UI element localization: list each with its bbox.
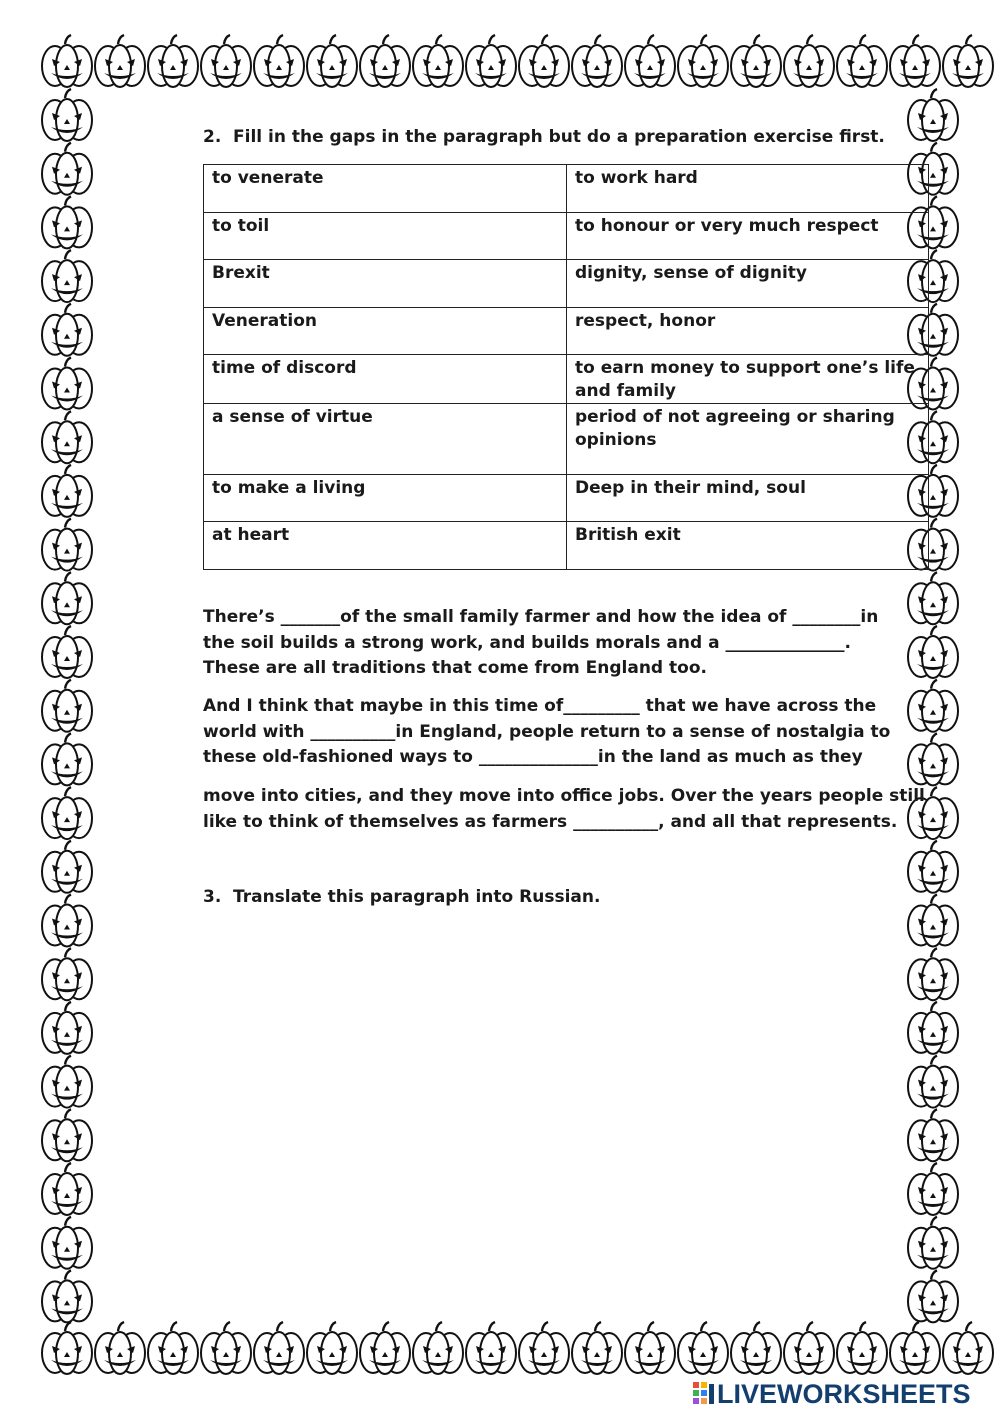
table-row	[204, 404, 929, 475]
paragraph-line: And I think that maybe in this time of_________ that we have across the	[203, 696, 877, 716]
paragraph-line: These are all traditions that come from England too.	[203, 658, 707, 678]
pumpkin-icon	[784, 35, 834, 87]
pumpkin-icon	[42, 948, 92, 1000]
definition-cell: period of not agreeing or sharing opinions	[567, 404, 929, 475]
pumpkin-icon	[625, 35, 675, 87]
exercise-3-number: 3.	[203, 887, 222, 907]
pumpkin-icon	[95, 35, 145, 87]
pumpkin-icon	[519, 1322, 569, 1374]
pumpkin-icon	[908, 895, 958, 947]
pumpkin-icon	[908, 89, 958, 141]
definition-cell: British exit	[567, 522, 929, 570]
pumpkin-icon	[908, 948, 958, 1000]
pumpkin-icon	[42, 358, 92, 410]
pumpkin-icon	[42, 250, 92, 302]
pumpkin-icon	[42, 1322, 92, 1374]
pumpkin-icon	[42, 35, 92, 87]
paragraph-line: move into cities, and they move into office jobs. Over the years people still	[203, 786, 925, 806]
pumpkin-icon	[42, 895, 92, 947]
term-cell: Brexit	[204, 260, 567, 308]
definition-cell: to honour or very much respect	[567, 213, 929, 260]
pumpkin-icon	[148, 1322, 198, 1374]
pumpkin-icon	[466, 1322, 516, 1374]
term-cell: Veneration	[204, 308, 567, 355]
term-cell: time of discord	[204, 355, 567, 404]
term-cell: to toil	[204, 213, 567, 260]
exercise-3-instruction: Translate this paragraph into Russian.	[233, 887, 601, 907]
exercise-2-number: 2.	[203, 127, 222, 147]
pumpkin-icon	[413, 35, 463, 87]
paragraph-line: world with __________in England, people return to a sense of nostalgia to	[203, 721, 891, 742]
pumpkin-icon	[42, 1109, 92, 1161]
pumpkin-icon	[42, 1002, 92, 1054]
pumpkin-icon	[837, 1322, 887, 1374]
definition-cell: to work hard	[567, 165, 929, 213]
pumpkin-icon	[254, 1322, 304, 1374]
pumpkin-icon	[148, 35, 198, 87]
pumpkin-icon	[42, 680, 92, 732]
pumpkin-icon	[519, 35, 569, 87]
pumpkin-icon	[42, 572, 92, 624]
pumpkin-icon	[837, 35, 887, 87]
vocabulary-match-table	[203, 164, 929, 570]
paragraph-line: like to think of themselves as farmers __________, and all that represents.	[203, 811, 898, 832]
pumpkin-icon	[307, 35, 357, 87]
pumpkin-icon	[678, 1322, 728, 1374]
pumpkin-icon	[908, 1002, 958, 1054]
gap-fill-paragraph-2	[203, 694, 923, 771]
pumpkin-icon	[625, 1322, 675, 1374]
pumpkin-icon	[908, 1056, 958, 1108]
paragraph-line: There’s _______of the small family farmer and how the idea of ________in	[203, 607, 879, 627]
pumpkin-icon	[254, 35, 304, 87]
pumpkin-icon	[307, 1322, 357, 1374]
pumpkin-icon	[42, 143, 92, 195]
pumpkin-icon	[466, 35, 516, 87]
pumpkin-icon	[360, 1322, 410, 1374]
pumpkin-icon	[943, 1322, 993, 1374]
paragraph-line: the soil builds a strong work, and builds morals and a ______________.	[203, 632, 851, 653]
term-cell: a sense of virtue	[204, 404, 567, 475]
pumpkin-icon	[572, 1322, 622, 1374]
term-cell: to venerate	[204, 165, 567, 213]
definition-cell: dignity, sense of dignity	[567, 260, 929, 308]
pumpkin-icon	[42, 841, 92, 893]
pumpkin-icon	[42, 787, 92, 839]
table-row	[204, 522, 929, 570]
pumpkin-icon	[908, 1270, 958, 1322]
pumpkin-icon	[201, 1322, 251, 1374]
pumpkin-icon	[890, 1322, 940, 1374]
liveworksheets-wordmark: LIVEWORKSHEETS	[717, 1378, 971, 1409]
pumpkin-icon	[572, 35, 622, 87]
pumpkin-icon	[908, 1163, 958, 1215]
pumpkin-icon	[731, 1322, 781, 1374]
pumpkin-icon	[42, 626, 92, 678]
pumpkin-icon	[908, 1109, 958, 1161]
definition-cell: Deep in their mind, soul	[567, 475, 929, 522]
exercise-2-heading	[203, 127, 885, 147]
gap-fill-paragraph-3	[203, 784, 923, 835]
pumpkin-icon	[943, 35, 993, 87]
liveworksheets-logo-icon	[693, 1380, 715, 1408]
definition-cell: to earn money to support one’s life and family	[567, 355, 929, 404]
pumpkin-icon	[42, 1270, 92, 1322]
term-cell: to make a living	[204, 475, 567, 522]
table-row	[204, 475, 929, 522]
pumpkin-icon	[784, 1322, 834, 1374]
term-cell: at heart	[204, 522, 567, 570]
paragraph-line: these old-fashioned ways to ______________in the land as much as they	[203, 747, 863, 767]
pumpkin-icon	[360, 35, 410, 87]
pumpkin-icon	[908, 1217, 958, 1269]
gap-fill-paragraph-1	[203, 605, 923, 682]
pumpkin-icon	[731, 35, 781, 87]
pumpkin-icon	[42, 1163, 92, 1215]
pumpkin-icon	[42, 89, 92, 141]
pumpkin-icon	[42, 465, 92, 517]
liveworksheets-logo	[693, 1379, 971, 1409]
table-row	[204, 213, 929, 260]
pumpkin-icon	[678, 35, 728, 87]
pumpkin-icon	[42, 411, 92, 463]
pumpkin-icon	[201, 35, 251, 87]
exercise-2-instruction: Fill in the gaps in the paragraph but do a preparation exercise first.	[233, 127, 885, 147]
table-row	[204, 308, 929, 355]
table-row	[204, 260, 929, 308]
pumpkin-icon	[95, 1322, 145, 1374]
pumpkin-icon	[890, 35, 940, 87]
definition-cell: respect, honor	[567, 308, 929, 355]
exercise-3-heading	[203, 887, 600, 907]
pumpkin-icon	[908, 841, 958, 893]
pumpkin-icon	[413, 1322, 463, 1374]
pumpkin-icon	[42, 733, 92, 785]
pumpkin-icon	[42, 519, 92, 571]
pumpkin-icon	[42, 1056, 92, 1108]
pumpkin-icon	[42, 304, 92, 356]
pumpkin-icon	[42, 196, 92, 248]
table-row	[204, 355, 929, 404]
pumpkin-icon	[42, 1217, 92, 1269]
table-row	[204, 165, 929, 213]
